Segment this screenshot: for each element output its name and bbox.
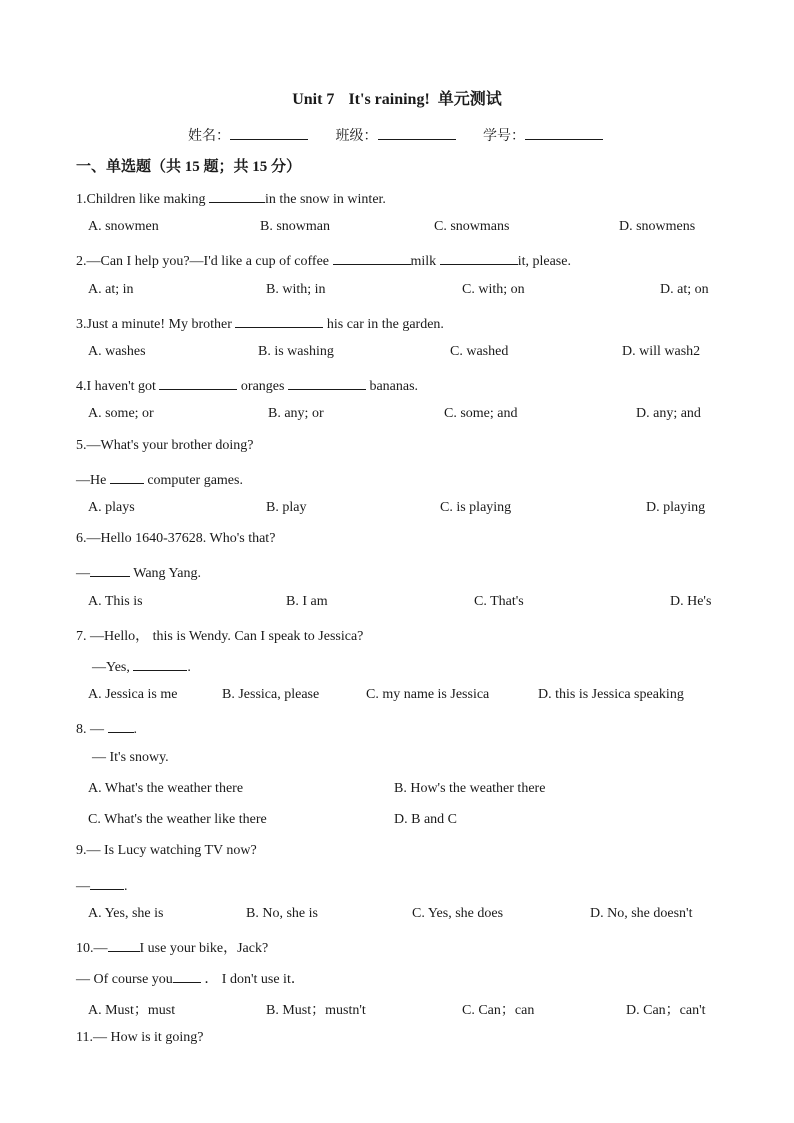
- question-3-option-b[interactable]: B. is washing: [258, 344, 334, 359]
- answer-blank[interactable]: [333, 250, 411, 265]
- answer-blank[interactable]: [159, 375, 237, 390]
- question-8-option-d[interactable]: D. B and C: [394, 812, 457, 827]
- question-1-option-d[interactable]: D. snowmens: [619, 219, 696, 234]
- question-8-option-b[interactable]: B. How's the weather there: [394, 781, 546, 796]
- question-4-option-c[interactable]: C. some; and: [444, 406, 518, 421]
- question-2-option-a[interactable]: A. at; in: [88, 282, 134, 297]
- student-info-row: [188, 124, 603, 145]
- question-10-option-d[interactable]: D. Can；can't: [626, 1003, 706, 1018]
- name-blank[interactable]: [230, 124, 308, 140]
- question-5-stem: 5.—What's your brother doing?: [76, 438, 254, 453]
- answer-blank[interactable]: [288, 375, 366, 390]
- question-3-option-c[interactable]: C. washed: [450, 344, 509, 359]
- question-9-option-d[interactable]: D. No, she doesn't: [590, 906, 693, 921]
- question-9-stem: 9.— Is Lucy watching TV now?: [76, 843, 257, 858]
- question-3-option-d[interactable]: D. will wash2: [622, 344, 701, 359]
- question-6-line-2: — Wang Yang.: [76, 562, 201, 582]
- name-label: 姓名：: [188, 129, 230, 144]
- question-4-option-d[interactable]: D. any; and: [636, 406, 701, 421]
- question-2-stem: 2.—Can I help you?—I'd like a cup of coffee milk it, please.: [76, 250, 571, 270]
- question-10-line-2: — Of course you ． I don't use it．: [76, 968, 305, 988]
- question-6-option-b[interactable]: B. I am: [286, 594, 328, 609]
- question-5-option-b[interactable]: B. play: [266, 500, 307, 515]
- answer-blank[interactable]: [90, 562, 130, 577]
- question-3-option-a[interactable]: A. washes: [88, 344, 146, 359]
- class-label: 班级：: [335, 129, 378, 144]
- question-6-option-d[interactable]: D. He's: [670, 594, 712, 609]
- question-7-stem: 7. —Hello， this is Wendy. Can I speak to Jessica?: [76, 629, 364, 644]
- question-7-option-c[interactable]: C. my name is Jessica: [366, 687, 490, 702]
- question-9-option-c[interactable]: C. Yes, she does: [412, 906, 504, 921]
- class-blank[interactable]: [378, 124, 456, 140]
- question-9-line-2: — .: [76, 875, 128, 895]
- question-1-stem: 1.Children like making in the snow in winter.: [76, 188, 386, 208]
- answer-blank[interactable]: [110, 469, 144, 484]
- answer-blank[interactable]: [90, 875, 124, 890]
- answer-blank[interactable]: [235, 313, 323, 328]
- question-8-stem: 8. — .: [76, 718, 137, 738]
- id-blank[interactable]: [525, 124, 603, 140]
- question-10-option-a[interactable]: A. Must；must: [88, 1003, 176, 1018]
- question-9-option-b[interactable]: B. No, she is: [246, 906, 318, 921]
- question-4-option-b[interactable]: B. any; or: [268, 406, 324, 421]
- question-8-line-2: — It's snowy.: [92, 750, 169, 765]
- question-7-option-a[interactable]: A. Jessica is me: [88, 687, 178, 702]
- question-8-option-a[interactable]: A. What's the weather there: [88, 781, 244, 796]
- question-5-line-2: —He computer games.: [76, 469, 243, 489]
- answer-blank[interactable]: [133, 656, 187, 671]
- answer-blank[interactable]: [173, 968, 201, 983]
- question-7-option-b[interactable]: B. Jessica, please: [222, 687, 320, 702]
- question-1-option-b[interactable]: B. snowman: [260, 219, 330, 234]
- question-10-option-c[interactable]: C. Can；can: [462, 1003, 535, 1018]
- question-4-stem: 4.I haven't got oranges bananas.: [76, 375, 418, 395]
- question-9-option-a[interactable]: A. Yes, she is: [88, 906, 164, 921]
- page-title: Unit 7 It's raining! 单元测试: [292, 91, 502, 108]
- question-6-stem: 6.—Hello 1640-37628. Who's that?: [76, 531, 276, 546]
- section-title: 一、单选题（共 15 题；共 15 分）: [76, 159, 302, 175]
- question-1-option-c[interactable]: C. snowmans: [434, 219, 510, 234]
- question-1-option-a[interactable]: A. snowmen: [88, 219, 159, 234]
- answer-blank[interactable]: [108, 937, 140, 952]
- question-6-option-a[interactable]: A. This is: [88, 594, 143, 609]
- question-10-stem: 10.— I use your bike，Jack?: [76, 937, 268, 957]
- answer-blank[interactable]: [108, 718, 134, 733]
- question-5-option-a[interactable]: A. plays: [88, 500, 135, 515]
- question-2-option-c[interactable]: C. with; on: [462, 282, 525, 297]
- question-2-option-b[interactable]: B. with; in: [266, 282, 326, 297]
- question-6-option-c[interactable]: C. That's: [474, 594, 524, 609]
- question-10-option-b[interactable]: B. Must；mustn't: [266, 1003, 366, 1018]
- answer-blank[interactable]: [440, 250, 518, 265]
- question-5-option-d[interactable]: D. playing: [646, 500, 706, 515]
- question-7-option-d[interactable]: D. this is Jessica speaking: [538, 687, 684, 702]
- question-5-option-c[interactable]: C. is playing: [440, 500, 512, 515]
- id-label: 学号：: [483, 129, 525, 144]
- answer-blank[interactable]: [209, 188, 265, 203]
- question-7-line-2: —Yes, .: [92, 656, 191, 676]
- question-3-stem: 3.Just a minute! My brother his car in the garden.: [76, 313, 444, 333]
- question-8-option-c[interactable]: C. What's the weather like there: [88, 812, 267, 827]
- question-4-option-a[interactable]: A. some; or: [88, 406, 154, 421]
- question-2-option-d[interactable]: D. at; on: [660, 282, 709, 297]
- question-11-stem: 11.— How is it going?: [76, 1030, 204, 1045]
